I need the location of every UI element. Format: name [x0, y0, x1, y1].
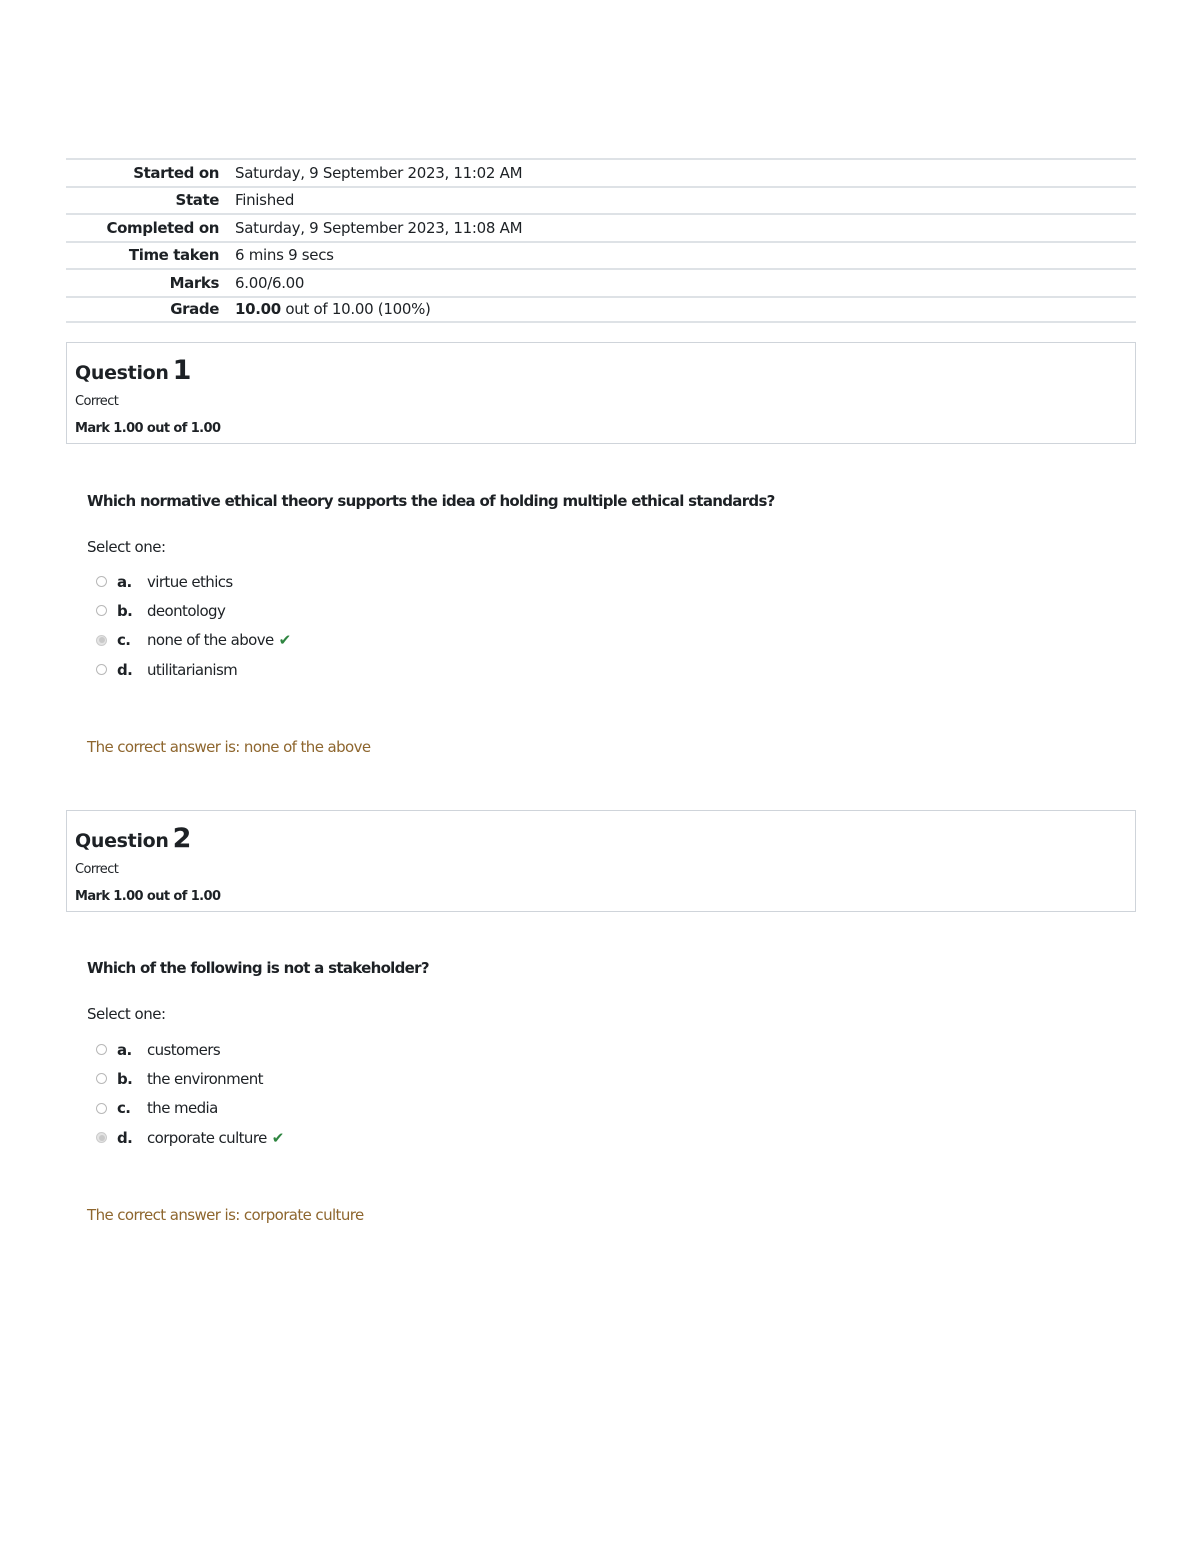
summary-value: Saturday, 9 September 2023, 11:08 AM: [235, 218, 523, 237]
correct-answer-feedback: The correct answer is: none of the above: [87, 738, 371, 756]
question-label: Question: [75, 830, 169, 852]
summary-label: Marks: [169, 273, 219, 292]
question-title: [75, 823, 1127, 854]
radio-button[interactable]: [96, 1073, 107, 1084]
option-letter: d.: [117, 1128, 133, 1147]
answer-options-2: [96, 1035, 284, 1152]
answer-options-1: [96, 567, 291, 684]
option-letter: a.: [117, 1040, 132, 1059]
correct-answer-feedback: The correct answer is: corporate culture: [87, 1206, 364, 1224]
summary-row-started: [66, 158, 1136, 186]
summary-row-state: [66, 186, 1136, 214]
question-info-2: [66, 810, 1136, 912]
answer-option-selected[interactable]: [96, 1123, 284, 1152]
question-text: Which of the following is not a stakeholder?: [87, 959, 429, 977]
answer-option[interactable]: [96, 567, 291, 596]
summary-label: Time taken: [128, 246, 219, 265]
option-letter: b.: [117, 601, 133, 620]
option-text: utilitarianism: [147, 660, 238, 679]
summary-value: 6 mins 9 secs: [235, 246, 334, 265]
option-text: deontology: [147, 601, 226, 620]
attempt-summary: [66, 158, 1136, 323]
correct-check-icon: ✔: [278, 631, 291, 650]
radio-button-checked[interactable]: [96, 635, 107, 646]
option-text: corporate culture: [147, 1128, 267, 1147]
summary-row-time-taken: [66, 241, 1136, 269]
question-title: [75, 355, 1127, 386]
option-letter: b.: [117, 1069, 133, 1088]
summary-label: Grade: [170, 300, 219, 319]
question-number: 2: [172, 823, 192, 854]
summary-label: Completed on: [106, 218, 219, 237]
answer-option[interactable]: [96, 1064, 284, 1093]
option-letter: d.: [117, 660, 133, 679]
summary-label: State: [175, 191, 219, 210]
select-one-label: Select one:: [87, 538, 166, 556]
grade-rest: out of 10.00 (100%): [280, 300, 431, 319]
option-text: virtue ethics: [147, 572, 233, 591]
option-text: customers: [147, 1040, 221, 1059]
question-info-1: [66, 342, 1136, 444]
radio-button[interactable]: [96, 664, 107, 675]
correct-check-icon: ✔: [271, 1128, 284, 1147]
answer-option[interactable]: [96, 1035, 284, 1064]
summary-value: [235, 300, 431, 318]
summary-value: Saturday, 9 September 2023, 11:02 AM: [235, 163, 523, 182]
option-text: the media: [147, 1099, 218, 1118]
question-text: Which normative ethical theory supports the idea of holding multiple ethical standards?: [87, 492, 775, 510]
radio-button[interactable]: [96, 1044, 107, 1055]
option-text: none of the above: [147, 631, 274, 650]
question-state: Correct: [75, 394, 119, 409]
question-mark: Mark 1.00 out of 1.00: [75, 421, 221, 436]
answer-option[interactable]: [96, 1094, 284, 1123]
answer-option[interactable]: [96, 655, 291, 684]
option-letter: a.: [117, 572, 132, 591]
summary-value: Finished: [235, 191, 295, 210]
summary-value: 6.00/6.00: [235, 273, 305, 292]
answer-option-selected[interactable]: [96, 626, 291, 655]
question-mark: Mark 1.00 out of 1.00: [75, 889, 221, 904]
option-text: the environment: [147, 1069, 263, 1088]
select-one-label: Select one:: [87, 1005, 166, 1023]
option-letter: c.: [117, 1099, 131, 1118]
option-letter: c.: [117, 631, 131, 650]
radio-button[interactable]: [96, 1103, 107, 1114]
summary-row-completed: [66, 213, 1136, 241]
answer-option[interactable]: [96, 596, 291, 625]
radio-button-checked[interactable]: [96, 1132, 107, 1143]
summary-row-grade: [66, 296, 1136, 324]
radio-button[interactable]: [96, 605, 107, 616]
grade-value: 10.00: [235, 300, 281, 319]
summary-row-marks: [66, 268, 1136, 296]
radio-button[interactable]: [96, 576, 107, 587]
question-state: Correct: [75, 862, 119, 877]
question-number: 1: [172, 355, 192, 386]
summary-label: Started on: [133, 163, 219, 182]
question-label: Question: [75, 362, 169, 384]
